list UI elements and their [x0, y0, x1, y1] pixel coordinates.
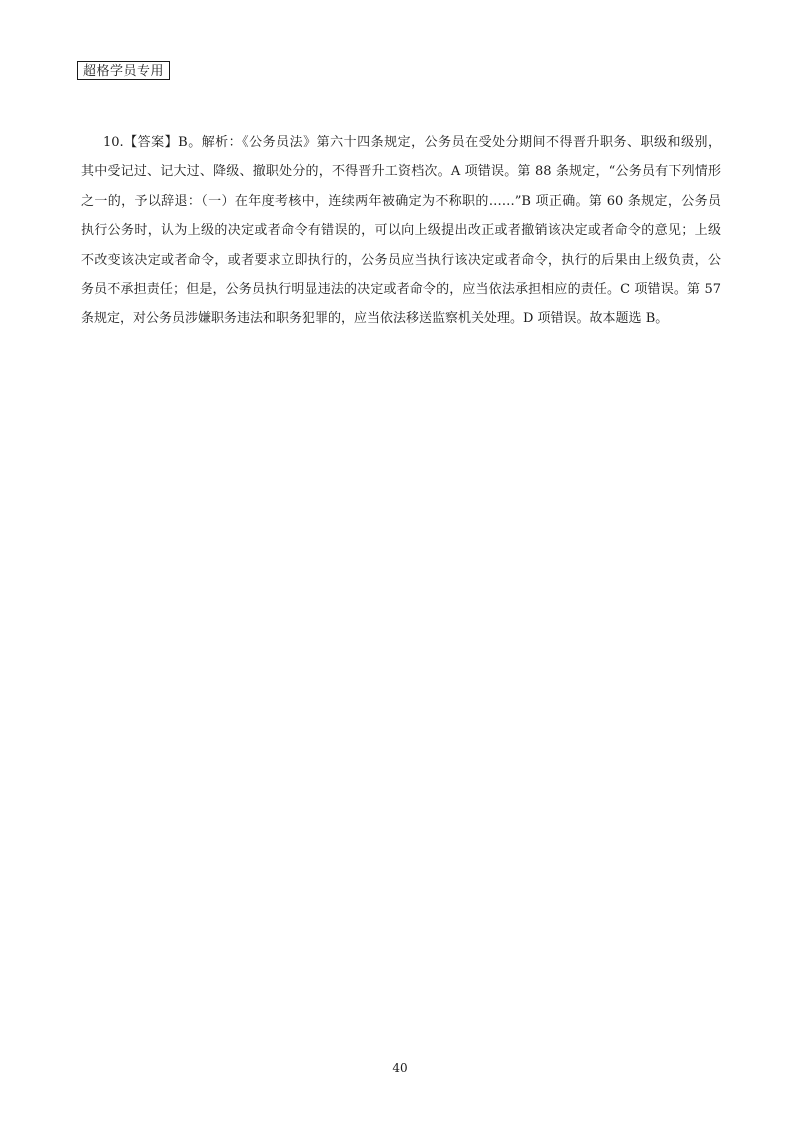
page-number: 40 — [392, 1061, 408, 1075]
answer-line: 其中受记过、记大过、降级、撤职处分的，不得晋升工资档次。A 项错误。第 88 条规定，“公务员有下列情形 — [81, 164, 721, 180]
answer-line: 之一的，予以辞退：（一）在年度考核中，连续两年被确定为不称职的……”B 项正确。第 60 条规定，公务员 — [81, 193, 721, 209]
answer-line: 条规定，对公务员涉嫌职务违法和职务犯罪的，应当依法移送监察机关处理。D 项错误。故本题选 B。 — [81, 311, 669, 327]
answer-explanation — [81, 128, 721, 334]
answer-line: 10.【答案】B。解析：《公务员法》第六十四条规定，公务员在受处分期间不得晋升职务、职级和级别， — [103, 135, 721, 150]
answer-line: 执行公务时，认为上级的决定或者命令有错误的，可以向上级提出改正或者撤销该决定或者命令的意见；上级 — [81, 223, 721, 239]
answer-line: 不改变该决定或者命令，或者要求立即执行的，公务员应当执行该决定或者命令，执行的后果由上级负责，公 — [81, 252, 721, 268]
answer-line: 务员不承担责任；但是，公务员执行明显违法的决定或者命令的，应当依法承担相应的责任。C 项错误。第 57 — [81, 281, 721, 297]
header-tag: 超格学员专用 — [77, 61, 170, 80]
